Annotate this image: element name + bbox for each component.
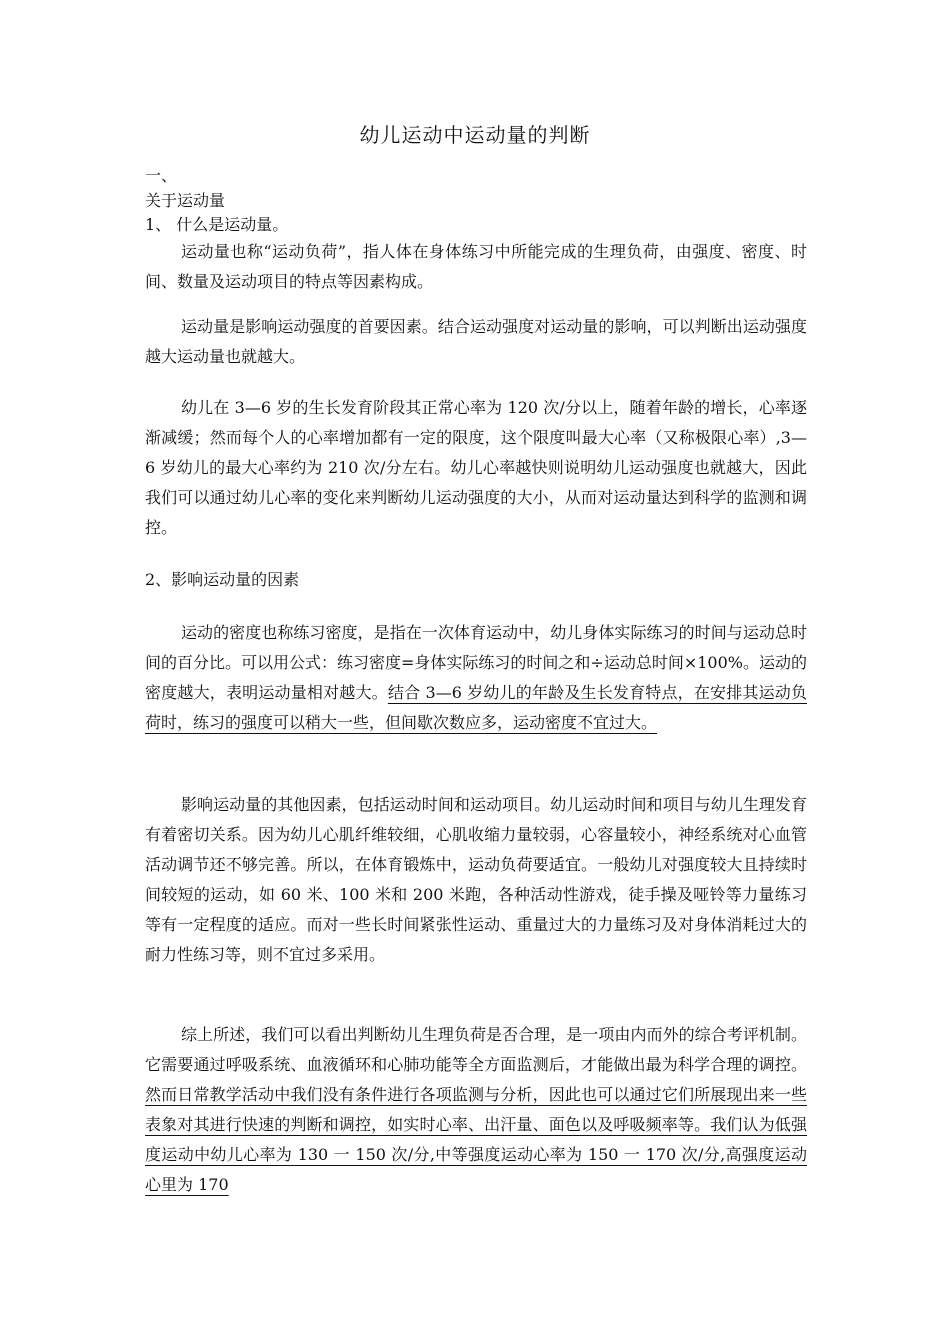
- subsection-1-title: 1、 什么是运动量。: [145, 215, 289, 234]
- document-title: 幼儿运动中运动量的判断: [359, 123, 591, 147]
- paragraph-2: 运动量是影响运动强度的首要因素。结合运动强度对运动量的影响，可以判断出运动强度越大运动量也就越大。: [145, 317, 807, 366]
- paragraph-5: 影响运动量的其他因素，包括运动时间和运动项目。幼儿运动时间和项目与幼儿生理发育有着密切关系。因为幼儿心肌纤维较细，心肌收缩力量较弱，心容量较小，神经系统对心血管活动调节还不够完善。所以，在体育锻炼中，运动负荷要适宜。一般幼儿对强度较大且持续时间较短的运动，如 60 米、100 米和 200 米跑，各种活动性游戏，徒手操及哑铃等力量练习等有一定程度的适应。而对一些长时间紧张性运动、重量过大的力量练习及对身体消耗过大的耐力性练习等，则不宜过多采用。: [145, 795, 807, 964]
- paragraph-6: [145, 1020, 807, 1200]
- paragraph-3: 幼儿在 3—6 岁的生长发育阶段其正常心率为 120 次/分以上，随着年龄的增长，心率逐渐减缓；然而每个人的心率增加都有一定的限度，这个限度叫最大心率（又称极限心率）,3—6 岁幼儿的最大心率约为 210 次/分左右。幼儿心率越快则说明幼儿运动强度也就越大，因此我们可以通过幼儿心率的变化来判断幼儿运动强度的大小，从而对运动量达到科学的监测和调控。: [145, 398, 807, 537]
- paragraph-6-underlined: 然而日常教学活动中我们没有条件进行各项监测与分析，因此也可以通过它们所展现出来一些表象对其进行快速的判断和调控，如实时心率、出汗量、面色以及呼吸频率等。我们认为低强度运动中幼儿心率为 130 一 150 次/分,中等强度运动心率为 150 一 170 次/分,高强度运动心里为 170: [145, 1085, 807, 1194]
- paragraph-1: 运动量也称“运动负荷”，指人体在身体练习中所能完成的生理负荷，由强度、密度、时间、数量及运动项目的特点等因素构成。: [145, 242, 807, 291]
- paragraph-4: [145, 618, 807, 738]
- subsection-2-title: 2、影响运动量的因素: [145, 570, 300, 589]
- paragraph-4-underlined: 结合 3—6 岁幼儿的年龄及生长发育特点，在安排其运动负荷时，练习的强度可以稍大一些，但间歇次数应多，运动密度不宜过大。: [145, 683, 807, 732]
- heading-number: 一、: [145, 166, 178, 185]
- paragraph-4-text: 运动的密度也称练习密度，是指在一次体育运动中，幼儿身体实际练习的时间与运动总时间的百分比。可以用公式：练习密度=身体实际练习的时间之和÷运动总时间×100%。运动的密度越大，表明运动量相对越大。: [145, 623, 807, 702]
- paragraph-6-text: 综上所述，我们可以看出判断幼儿生理负荷是否合理，是一项由内而外的综合考评机制。它需要通过呼吸系统、血液循环和心肺功能等全方面监测后，才能做出最为科学合理的调控。: [145, 1025, 807, 1074]
- section-heading: 关于运动量: [145, 191, 226, 210]
